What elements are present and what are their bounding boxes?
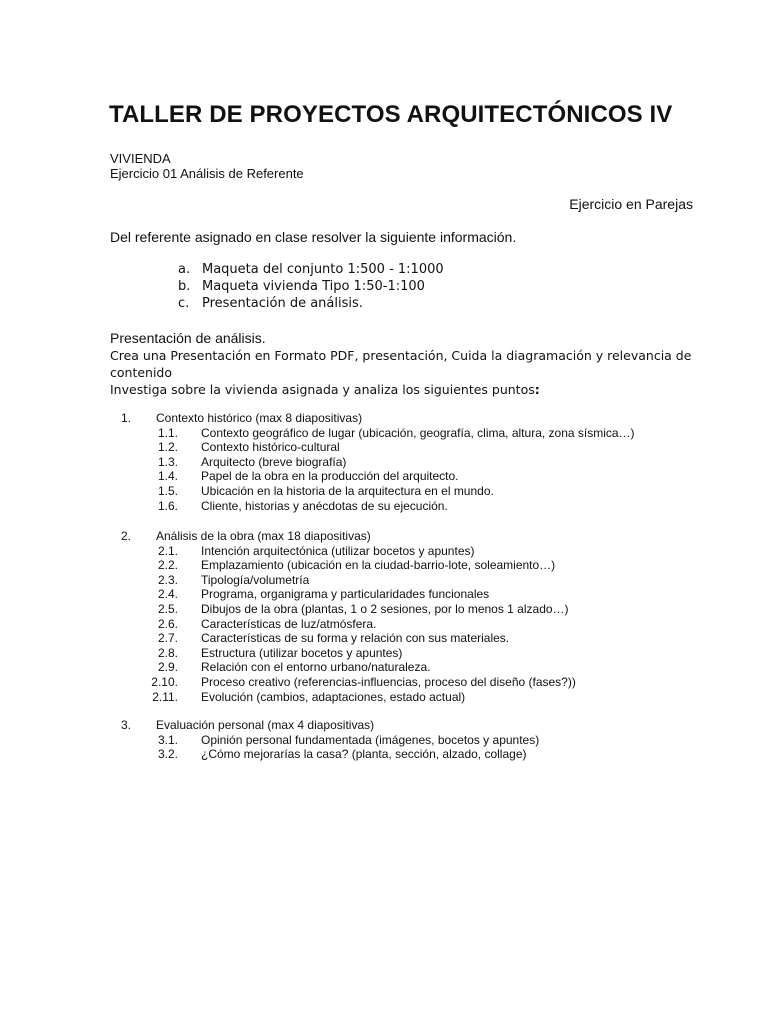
subtitle-exercise: Ejercicio 01 Análisis de Referente (110, 166, 304, 181)
item-text: Emplazamiento (ubicación en la ciudad-barrio-lote, soleamiento…) (201, 558, 556, 573)
list-item (178, 261, 444, 278)
item-number: 2.1. (157, 543, 178, 558)
pairs-note: Ejercicio en Parejas (569, 196, 693, 212)
list-item (0, 733, 768, 748)
item-number: 2.10. (151, 674, 178, 689)
item-number: 2.7. (157, 631, 178, 646)
section-context (0, 411, 768, 513)
list-item (0, 426, 768, 441)
item-text: Contexto histórico-cultural (201, 440, 340, 455)
item-number: 2.9. (157, 660, 178, 675)
list-marker: b. (178, 279, 191, 294)
item-number: 1.2. (157, 440, 178, 455)
section-analysis (0, 529, 768, 704)
item-text: Tipología/volumetría (201, 572, 310, 587)
item-number: 1.6. (157, 498, 178, 513)
list-marker: c. (178, 296, 190, 311)
presentation-line-2-colon: : (534, 382, 540, 397)
list-item (0, 440, 768, 455)
item-text: Dibujos de la obra (plantas, 1 o 2 sesiones, por lo menos 1 alzado…) (201, 601, 569, 616)
list-item (178, 278, 444, 295)
item-number: 1.1. (157, 425, 178, 440)
item-number: 2.6. (157, 616, 178, 631)
section-number: 3. (121, 718, 132, 732)
section-evaluation (0, 718, 768, 762)
item-number: 2.11. (152, 689, 178, 704)
item-text: Ubicación en la historia de la arquitectura en el mundo. (201, 483, 494, 498)
item-number: 2.8. (157, 645, 178, 660)
section-number: 2. (121, 529, 132, 543)
section-heading-row (0, 529, 768, 544)
item-text: Contexto geográfico de lugar (ubicación, geografía, clima, altura, zona sísmica…) (201, 425, 635, 440)
item-number: 2.4. (157, 587, 178, 602)
list-item (0, 455, 768, 470)
list-item-text: Maqueta vivienda Tipo 1:50-1:100 (202, 279, 425, 294)
item-number: 2.5. (157, 601, 178, 616)
item-number: 3.2. (157, 747, 178, 762)
list-item (0, 660, 768, 675)
item-number: 1.3. (157, 454, 178, 469)
item-text: Arquitecto (breve biografía) (201, 454, 347, 469)
item-number: 1.5. (157, 483, 178, 498)
section-title: Contexto histórico (max 8 diapositivas) (156, 411, 363, 425)
item-number: 2.3. (157, 572, 178, 587)
item-text: ¿Cómo mejorarías la casa? (planta, sección, alzado, collage) (201, 747, 527, 762)
list-item (0, 573, 768, 588)
document-title: TALLER DE PROYECTOS ARQUITECTÓNICOS IV (109, 101, 673, 128)
list-item (0, 602, 768, 617)
item-text: Evolución (cambios, adaptaciones, estado actual) (201, 689, 466, 704)
list-item (0, 587, 768, 602)
list-item (0, 617, 768, 632)
presentation-heading: Presentación de análisis. (110, 330, 266, 346)
list-item (0, 484, 768, 499)
presentation-line-2 (110, 381, 700, 398)
section-heading-row (0, 718, 768, 733)
list-item (0, 544, 768, 559)
list-item (0, 675, 768, 690)
list-item (0, 690, 768, 705)
presentation-line-1: Crea una Presentación en Formato PDF, presentación, Cuida la diagramación y relevancia de contenido (110, 348, 692, 380)
item-text: Características de su forma y relación con sus materiales. (201, 631, 510, 646)
item-text: Cliente, historias y anécdotas de su ejecución. (201, 498, 448, 513)
item-number: 1.4. (157, 469, 178, 484)
list-item (0, 469, 768, 484)
item-number: 2.2. (157, 558, 178, 573)
item-text: Intención arquitectónica (utilizar bocetos y apuntes) (201, 543, 475, 558)
item-number: 3.1. (157, 732, 178, 747)
section-title: Evaluación personal (max 4 diapositivas) (156, 718, 375, 732)
presentation-instructions (110, 347, 700, 398)
list-item-text: Maqueta del conjunto 1:500 - 1:1000 (202, 262, 444, 277)
list-item-text: Presentación de análisis. (202, 296, 363, 311)
section-title: Análisis de la obra (max 18 diapositivas) (156, 529, 371, 543)
presentation-line-2-text: Investiga sobre la vivienda asignada y analiza los siguientes puntos (110, 382, 535, 397)
intro-paragraph: Del referente asignado en clase resolver la siguiente información. (110, 229, 517, 245)
list-item (0, 646, 768, 661)
deliverables-list (178, 261, 444, 312)
list-item (178, 295, 444, 312)
list-marker: a. (178, 262, 191, 277)
item-text: Papel de la obra en la producción del arquitecto. (201, 469, 459, 484)
subtitle-vivienda: VIVIENDA (110, 151, 171, 166)
item-text: Proceso creativo (referencias-influencias, proceso del diseño (fases?)) (201, 674, 576, 689)
section-heading-row (0, 411, 768, 426)
section-number: 1. (121, 411, 132, 425)
list-item (0, 747, 768, 762)
list-item (0, 631, 768, 646)
list-item (0, 558, 768, 573)
item-text: Programa, organigrama y particularidades funcionales (201, 587, 490, 602)
item-text: Opinión personal fundamentada (imágenes, bocetos y apuntes) (201, 732, 540, 747)
item-text: Relación con el entorno urbano/naturaleza. (201, 660, 431, 675)
list-item (0, 499, 768, 514)
item-text: Características de luz/atmósfera. (201, 616, 377, 631)
item-text: Estructura (utilizar bocetos y apuntes) (201, 645, 403, 660)
